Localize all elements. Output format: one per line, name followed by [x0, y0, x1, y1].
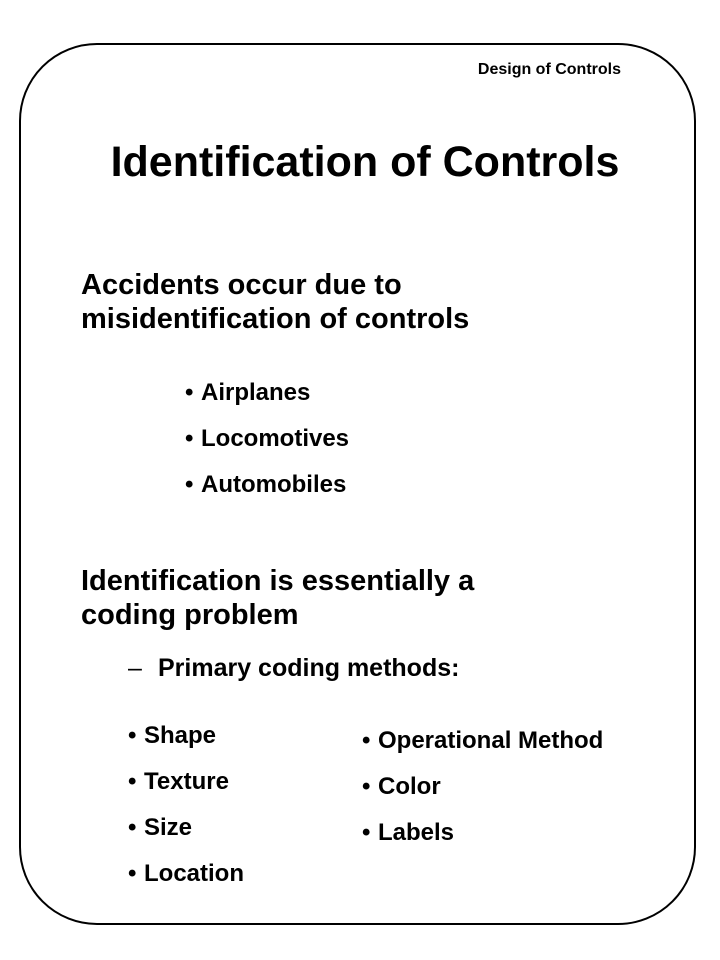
method-item-texture: • Texture	[128, 767, 244, 813]
sub-point-text: Primary coding methods:	[158, 654, 460, 682]
method-item-size: • Size	[128, 813, 244, 859]
vehicle-item-locomotives: • Locomotives	[185, 424, 349, 470]
point-accidents-line-2: misidentification of controls	[81, 303, 470, 335]
page-title: Identification of Controls	[110, 138, 620, 186]
point-coding-line-2: coding problem	[81, 599, 299, 631]
method-item-location: • Location	[128, 859, 244, 905]
sub-point-primary-methods	[128, 652, 459, 684]
method-item-color: • Color	[362, 772, 603, 818]
dash-marker: –	[128, 654, 142, 682]
methods-list-right	[362, 726, 603, 864]
point-coding-line-1: Identification is essentially a	[81, 565, 475, 597]
method-item-shape: • Shape	[128, 721, 244, 767]
method-item-labels: • Labels	[362, 818, 603, 864]
vehicle-item-automobiles: • Automobiles	[185, 470, 349, 516]
methods-list-left	[128, 721, 244, 905]
point-accidents-line-1: Accidents occur due to	[81, 269, 402, 301]
method-item-operational-method: • Operational Method	[362, 726, 603, 772]
vehicle-list	[185, 378, 349, 516]
vehicle-item-airplanes: • Airplanes	[185, 378, 349, 424]
header-label: Design of Controls	[477, 61, 621, 78]
point-accidents	[81, 268, 469, 336]
point-coding	[81, 564, 474, 632]
